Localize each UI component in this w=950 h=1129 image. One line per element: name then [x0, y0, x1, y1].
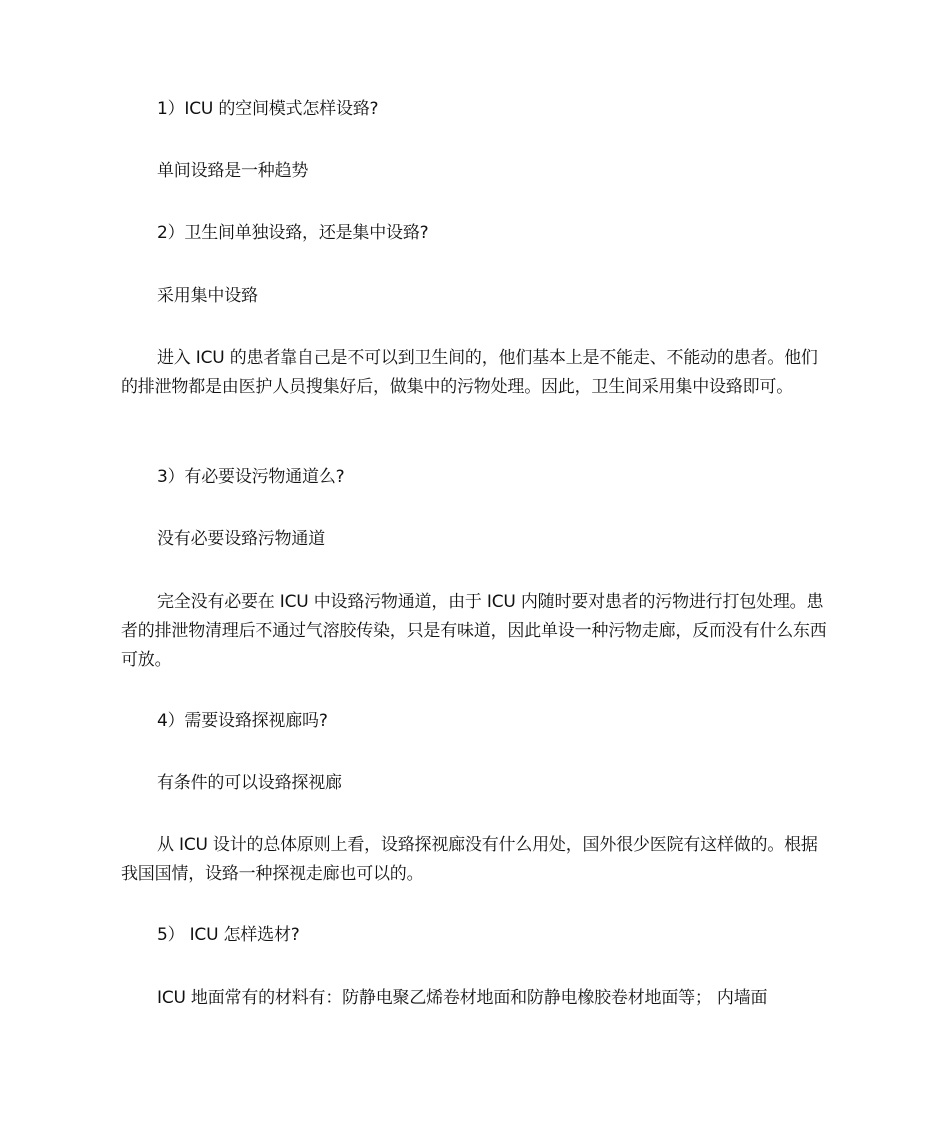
answer-2-body: 进入 ICU 的患者靠自己是不可以到卫生间的，他们基本上是不能走、不能动的患者。他们的排泄物都是由医护人员搜集好后，做集中的污物处理。因此，卫生间采用集中设臵即可。	[121, 348, 818, 397]
question-3-heading: 3）有必要设污物通道么?	[157, 467, 345, 487]
answer-4-body: 从 ICU 设计的总体原则上看，设臵探视廊没有什么用处，国外很少医院有这样做的。根据我国国情，设臵一种探视走廊也可以的。	[121, 835, 818, 884]
question-2-heading: 2）卫生间单独设臵，还是集中设臵?	[157, 223, 429, 243]
answer-1-summary: 单间设臵是一种趋势	[157, 161, 309, 181]
answer-4-summary: 有条件的可以设臵探视廊	[157, 773, 342, 793]
question-1-heading: 1）ICU 的空间模式怎样设臵?	[157, 99, 379, 119]
answer-3-body: 完全没有必要在 ICU 中设臵污物通道，由于 ICU 内随时要对患者的污物进行打包处理。患者的排泄物清理后不通过气溶胶传染，只是有味道，因此单设一种污物走廊，反而没有什么东西可放。	[121, 592, 827, 670]
question-4-heading: 4）需要设臵探视廊吗?	[157, 711, 328, 731]
answer-5-body: ICU 地面常有的材料有：防静电聚乙烯卷材地面和防静电橡胶卷材地面等； 内墙面	[157, 988, 768, 1008]
question-5-heading: 5） ICU 怎样选材?	[157, 925, 300, 945]
answer-2-summary: 采用集中设臵	[157, 286, 258, 306]
answer-3-summary: 没有必要设臵污物通道	[157, 529, 325, 549]
